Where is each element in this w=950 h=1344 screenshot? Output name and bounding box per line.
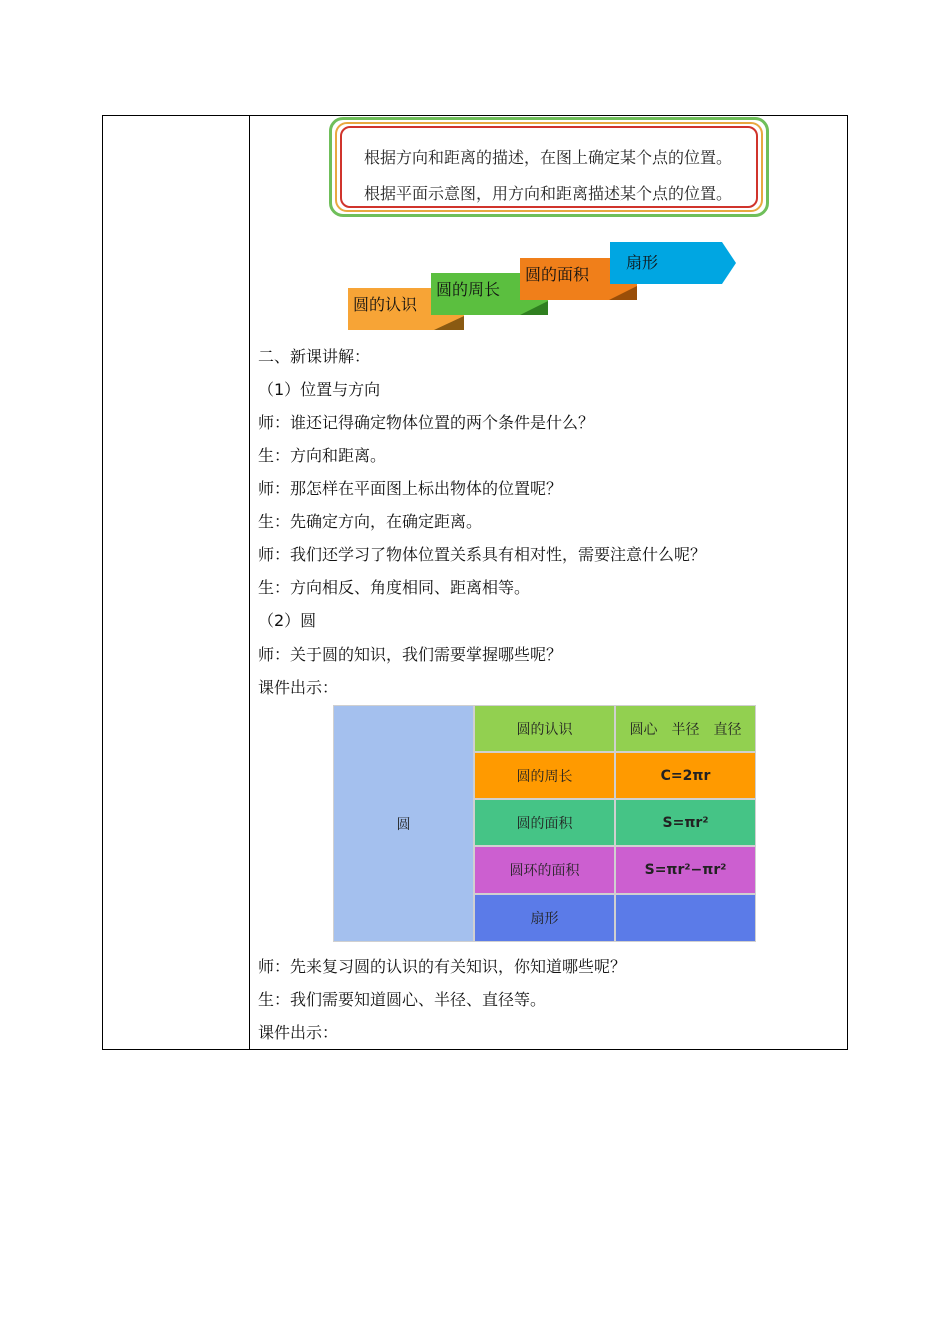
subsection-heading: （1）位置与方向 xyxy=(258,380,381,399)
dialogue-line: 师：先来复习圆的认识的有关知识，你知道哪些呢？ xyxy=(258,957,627,976)
dialogue-line: 师：那怎样在平面图上标出物体的位置呢？ xyxy=(258,479,563,498)
step-circle-basics: 圆的认识 xyxy=(348,288,464,330)
dialogue-line: 生：方向相反、角度相同、距离相等。 xyxy=(258,578,531,597)
goal-line-1: 根据方向和距离的描述，在图上确定某个点的位置。 xyxy=(364,148,733,167)
knowledge-detail-cell: 圆心 半径 直径 xyxy=(615,705,756,752)
courseware-label: 课件出示： xyxy=(258,1023,339,1042)
section-heading: 二、新课讲解： xyxy=(258,347,371,366)
knowledge-topic-cell: 扇形 xyxy=(474,894,615,942)
step-area: 圆的面积 xyxy=(520,258,637,300)
courseware-label: 课件出示： xyxy=(258,678,339,697)
step-circumference: 圆的周长 xyxy=(431,273,548,315)
lesson-table xyxy=(102,115,848,1050)
knowledge-topic-cell: 圆的认识 xyxy=(474,705,615,752)
knowledge-topic-cell: 圆的周长 xyxy=(474,752,615,799)
knowledge-detail-cell: C=2πr xyxy=(615,752,756,799)
dialogue-line: 师：谁还记得确定物体位置的两个条件是什么？ xyxy=(258,413,595,432)
knowledge-topic-cell: 圆的面积 xyxy=(474,799,615,846)
step-sector: 扇形 xyxy=(610,242,736,284)
knowledge-detail-cell: S=πr² xyxy=(615,799,756,846)
goals-box xyxy=(329,117,769,217)
knowledge-root-cell: 圆 xyxy=(333,705,474,942)
knowledge-topic-cell: 圆环的面积 xyxy=(474,846,615,894)
knowledge-table xyxy=(333,705,756,942)
column-divider xyxy=(249,116,250,1049)
dialogue-line: 生：方向和距离。 xyxy=(258,446,387,465)
dialogue-line: 师：我们还学习了物体位置关系具有相对性，需要注意什么呢？ xyxy=(258,545,707,564)
knowledge-detail-cell xyxy=(615,894,756,942)
subsection-heading: （2）圆 xyxy=(258,611,317,630)
knowledge-detail-cell: S=πr²−πr² xyxy=(615,846,756,894)
dialogue-line: 生：先确定方向，在确定距离。 xyxy=(258,512,483,531)
dialogue-line: 生：我们需要知道圆心、半径、直径等。 xyxy=(258,990,547,1009)
goal-line-2: 根据平面示意图，用方向和距离描述某个点的位置。 xyxy=(364,184,733,203)
dialogue-line: 师：关于圆的知识，我们需要掌握哪些呢？ xyxy=(258,645,563,664)
